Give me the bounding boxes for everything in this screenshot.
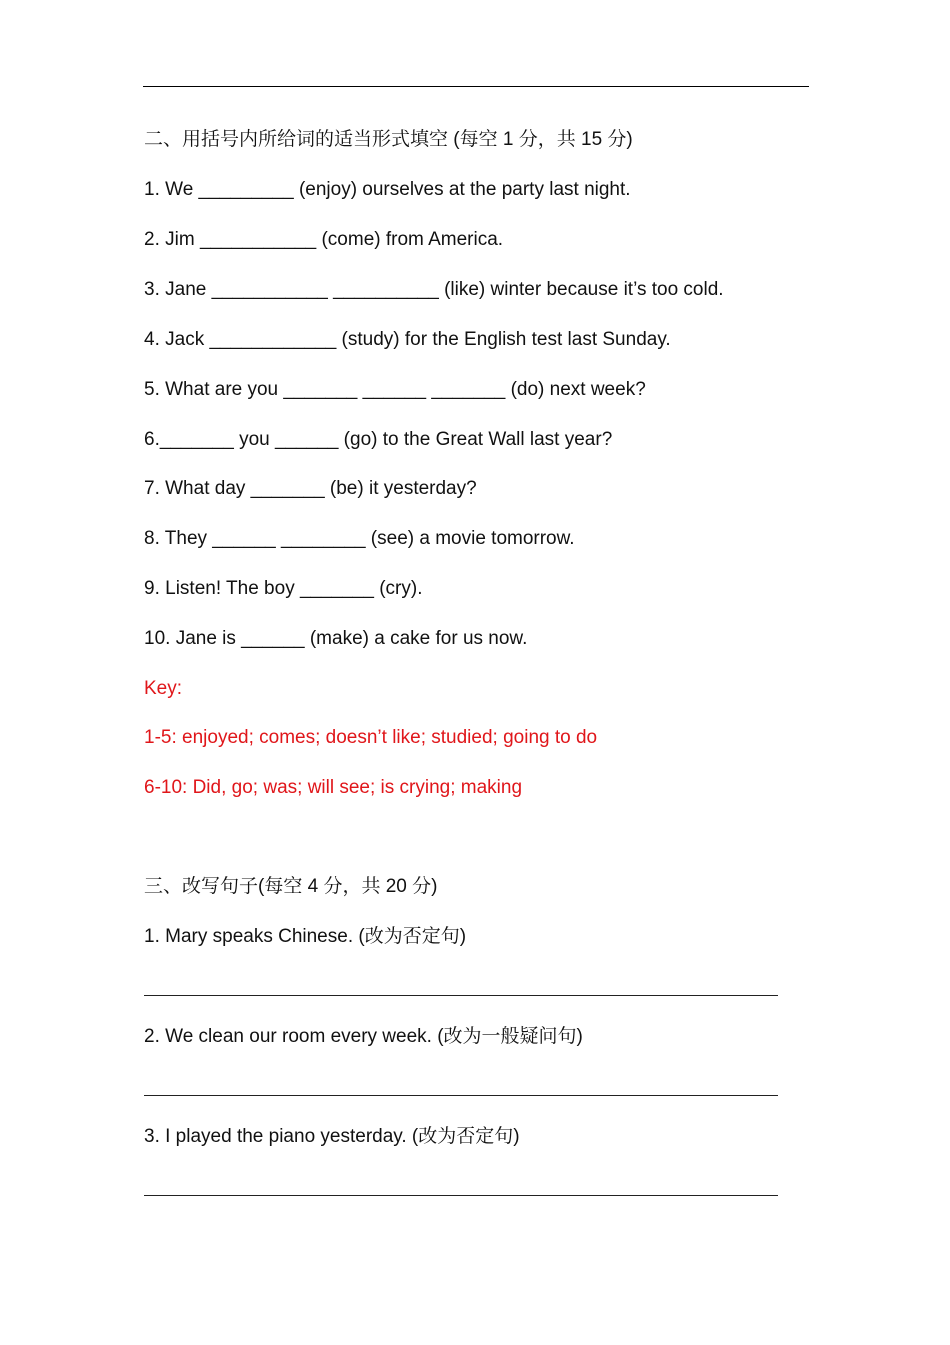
- rewrite-question-3: 3. I played the piano yesterday. (改为否定句): [144, 1126, 520, 1147]
- section-2-title: 二、用括号内所给词的适当形式填空 (每空 1 分，共 15 分): [144, 129, 633, 150]
- fill-question-2: 2. Jim ___________ (come) from America.: [144, 229, 504, 250]
- answer-key-6-10: 6-10: Did, go; was; will see; is crying; making: [144, 777, 523, 798]
- answer-line-1: [144, 995, 778, 996]
- fill-question-3: 3. Jane ___________ __________ (like) winter because it’s too cold.: [144, 279, 724, 300]
- rewrite-question-2: 2. We clean our room every week. (改为一般疑问句): [144, 1026, 583, 1047]
- fill-question-10: 10. Jane is ______ (make) a cake for us now.: [144, 628, 528, 649]
- answer-key-label: Key:: [144, 678, 183, 699]
- fill-question-7: 7. What day _______ (be) it yesterday?: [144, 478, 477, 499]
- section-3-title: 三、改写句子(每空 4 分，共 20 分): [144, 876, 438, 897]
- fill-question-5: 5. What are you _______ ______ _______ (do) next week?: [144, 379, 646, 400]
- fill-question-4: 4. Jack ____________ (study) for the English test last Sunday.: [144, 329, 671, 350]
- fill-question-8: 8. They ______ ________ (see) a movie tomorrow.: [144, 528, 575, 549]
- rewrite-question-1: 1. Mary speaks Chinese. (改为否定句): [144, 926, 467, 947]
- header-rule: [143, 86, 809, 87]
- answer-line-3: [144, 1195, 778, 1196]
- fill-question-1: 1. We _________ (enjoy) ourselves at the party last night.: [144, 179, 631, 200]
- fill-question-9: 9. Listen! The boy _______ (cry).: [144, 578, 423, 599]
- answer-key-1-5: 1-5: enjoyed; comes; doesn’t like; studied; going to do: [144, 727, 598, 748]
- answer-line-2: [144, 1095, 778, 1096]
- fill-question-6: 6._______ you ______ (go) to the Great Wall last year?: [144, 429, 613, 450]
